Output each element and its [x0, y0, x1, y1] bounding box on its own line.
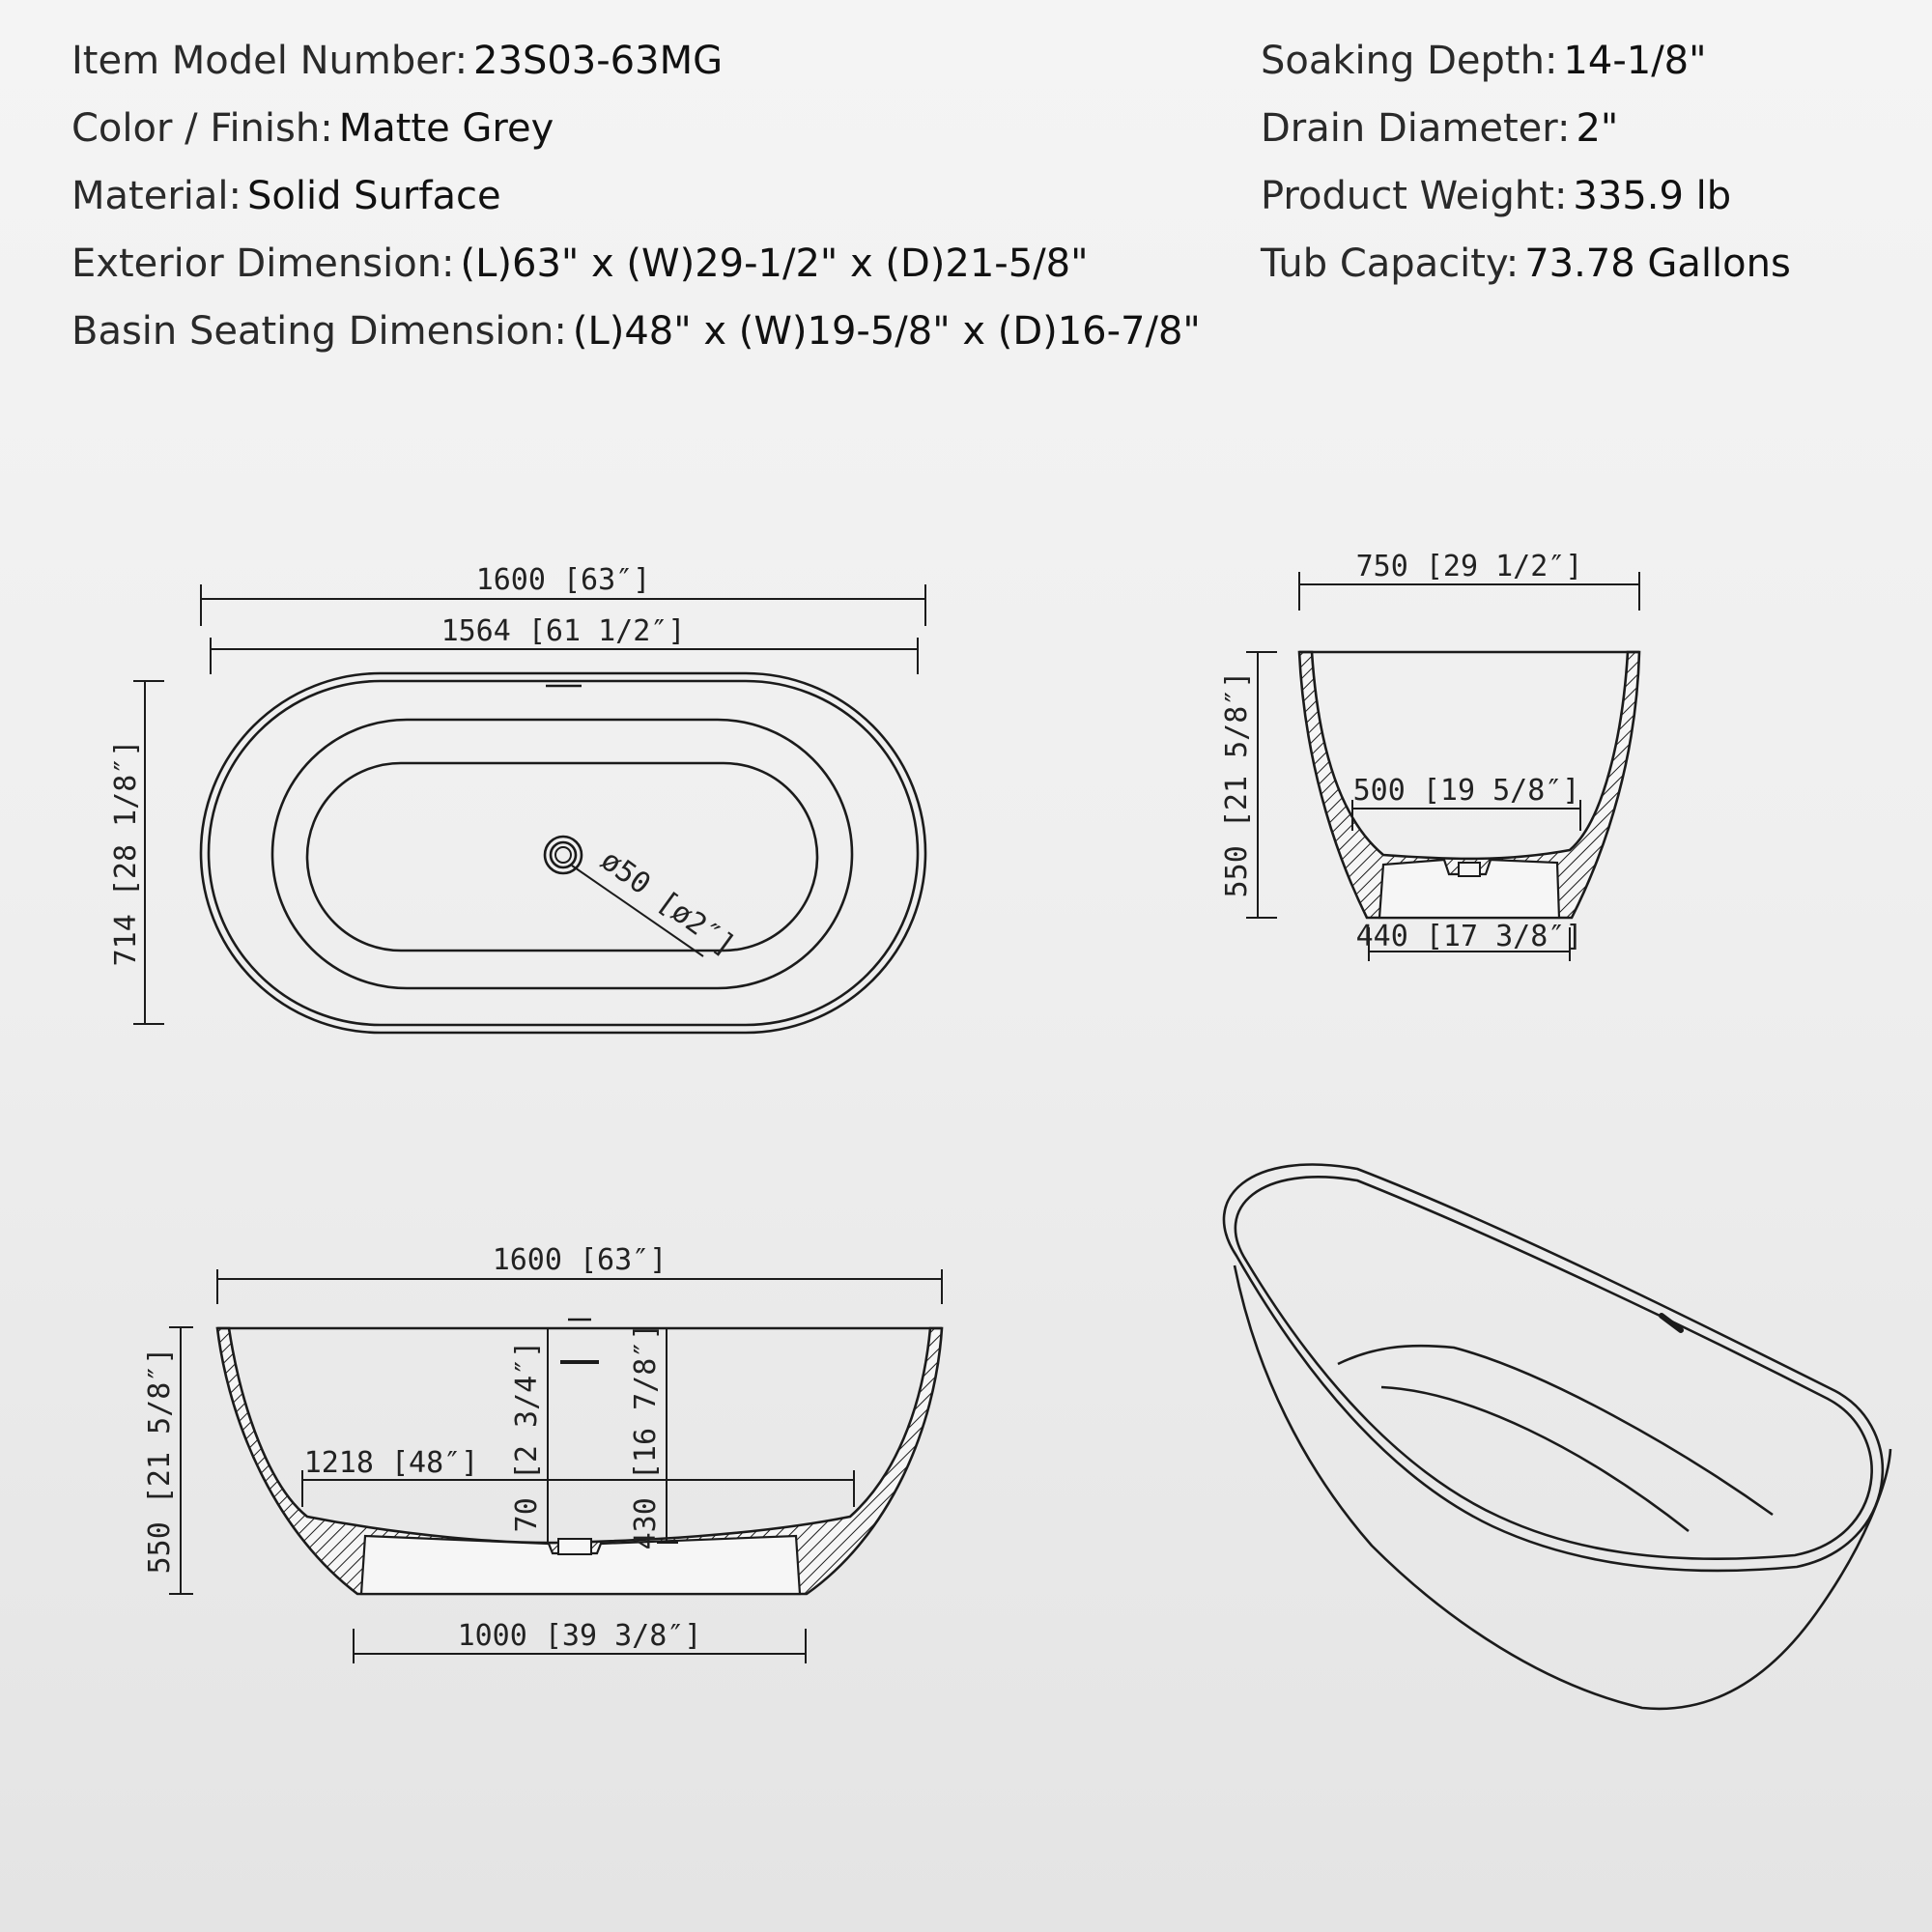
dim-side-basin-length-label: 1218 [48″] [303, 1446, 479, 1480]
dim-top-width-label: 714 [28 1/8″] [109, 739, 143, 967]
dim-side-base-length-label: 1000 [39 3/8″] [457, 1619, 702, 1653]
dim-end-width [1299, 550, 1639, 611]
persp-overflow-slot [1662, 1316, 1681, 1330]
dim-side-length [217, 1243, 942, 1304]
top-rim-inner-edge [209, 681, 918, 1025]
dim-top-width [109, 681, 164, 1024]
dim-end-height [1220, 652, 1277, 918]
dim-top-length-label: 1600 [63″] [475, 563, 651, 597]
side-view [143, 1243, 942, 1663]
end-view [1220, 550, 1639, 961]
spec-tub-capacity: Tub Capacity: 73.78 Gallons [1261, 242, 1791, 286]
dim-end-base-width-label: 440 [17 3/8″] [1355, 920, 1583, 953]
spec-material: Material: Solid Surface [71, 174, 501, 218]
spec-drain-diameter: Drain Diameter: 2" [1261, 106, 1619, 151]
spec-exterior-dimension: Exterior Dimension: (L)63" x (W)29-1/2" x (D)21-5/8" [71, 242, 1089, 286]
persp-basin-floor [1381, 1387, 1689, 1531]
end-drain-body [1459, 863, 1480, 876]
dim-side-basin-depth-label: 430 [16 7/8″] [629, 1322, 663, 1550]
dim-side-base-length [354, 1619, 806, 1663]
dim-side-overflow [510, 1328, 558, 1543]
dim-end-basin-width [1352, 774, 1580, 831]
persp-outer-body [1235, 1265, 1890, 1709]
dim-side-length-label: 1600 [63″] [492, 1243, 668, 1277]
perspective-view [1224, 1165, 1890, 1709]
side-drain-body [558, 1539, 591, 1554]
dim-side-overflow-label: 70 [2 3/4″] [510, 1340, 544, 1533]
top-view [109, 563, 925, 1033]
persp-outer-rim [1224, 1165, 1883, 1571]
dim-top-inner-length [211, 614, 918, 674]
spec-basin-dimension: Basin Seating Dimension: (L)48" x (W)19-5/8" x (D)16-7/8" [71, 309, 1201, 354]
top-basin-floor [307, 763, 817, 951]
spec-soaking-depth: Soaking Depth: 14-1/8" [1261, 39, 1707, 83]
dim-side-height [143, 1327, 193, 1594]
dim-end-basin-width-label: 500 [19 5/8″] [1352, 774, 1580, 808]
top-basin-edge [272, 720, 852, 988]
dim-side-height-label: 550 [21 5/8″] [143, 1347, 177, 1575]
spec-product-weight: Product Weight: 335.9 lb [1261, 174, 1732, 218]
persp-inner-rim [1236, 1177, 1872, 1558]
drain-diameter-label: ø50 [ø2″] [594, 843, 742, 964]
dim-end-height-label: 550 [21 5/8″] [1220, 670, 1254, 898]
persp-basin-back [1338, 1346, 1773, 1515]
dim-end-base-width [1356, 920, 1583, 961]
dim-end-width-label: 750 [29 1/2″] [1355, 550, 1583, 583]
dim-side-basin-length [302, 1446, 854, 1507]
spec-model: Item Model Number: 23S03-63MG [71, 39, 724, 83]
dim-side-basin-depth [629, 1323, 678, 1550]
spec-color: Color / Finish: Matte Grey [71, 106, 554, 151]
dim-top-inner-length-label: 1564 [61 1/2″] [440, 614, 686, 648]
